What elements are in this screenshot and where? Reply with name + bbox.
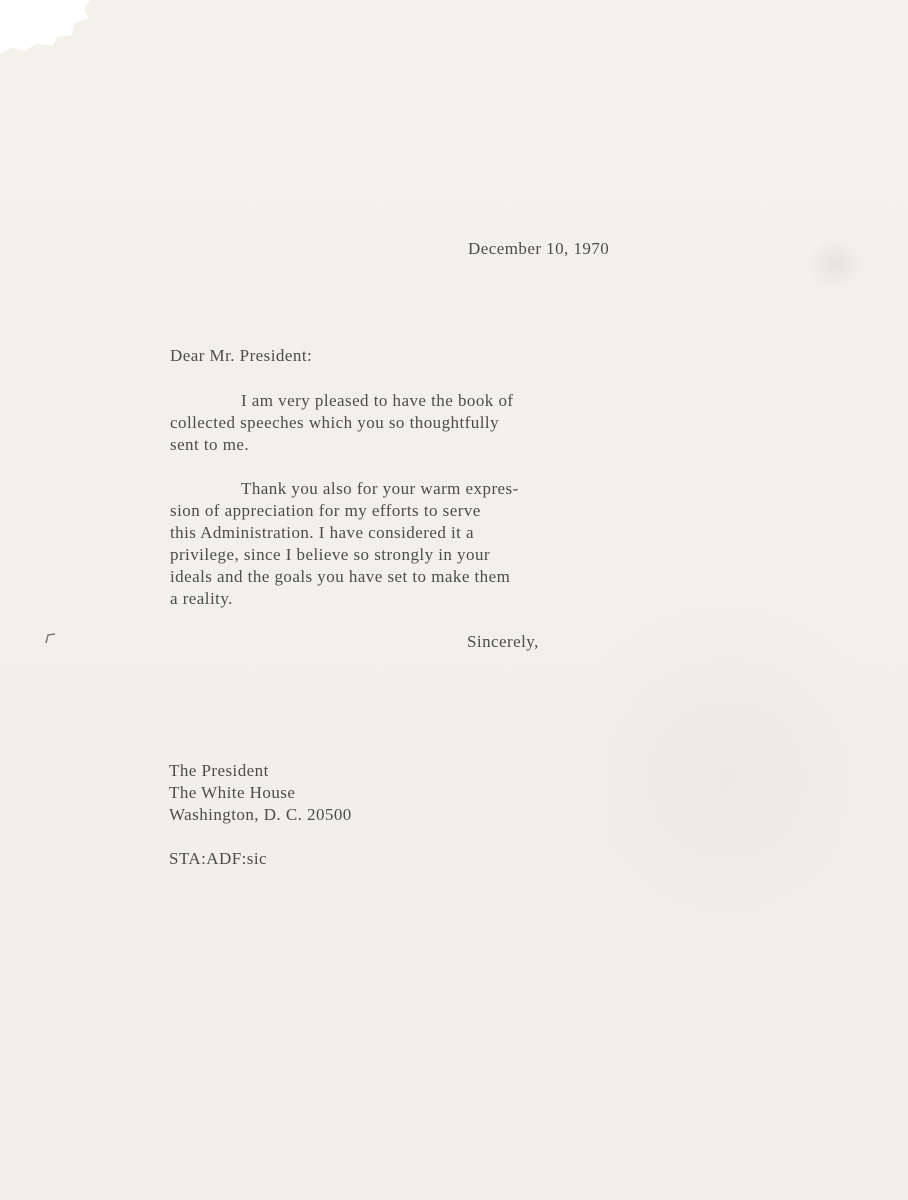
paragraph-2-line-2: sion of appreciation for my efforts to serve [170, 501, 481, 520]
paragraph-1-line-3: sent to me. [170, 435, 250, 454]
salutation: Dear Mr. President: [170, 346, 313, 365]
stray-pencil-mark-icon [43, 630, 57, 644]
paragraph-2-line-5: ideals and the goals you have set to make them [170, 567, 511, 586]
letter-date: December 10, 1970 [468, 239, 610, 258]
paragraph-2-line-4: privilege, since I believe so strongly in your [170, 545, 491, 564]
paragraph-2-line-1: Thank you also for your warm expres- [241, 479, 519, 498]
recipient-line-3: Washington, D. C. 20500 [169, 805, 352, 824]
paragraph-1-line-2: collected speeches which you so thoughtfully [170, 413, 500, 432]
torn-corner-icon [0, 0, 90, 55]
closing: Sincerely, [467, 632, 539, 651]
recipient-line-2: The White House [169, 783, 296, 802]
recipient-line-1: The President [169, 761, 269, 780]
reference-initials: STA:ADF:sic [169, 849, 268, 868]
paragraph-2-line-6: a reality. [170, 589, 233, 608]
paragraph-1-line-1: I am very pleased to have the book of [241, 391, 514, 410]
paragraph-2-line-3: this Administration. I have considered it a [170, 523, 475, 542]
